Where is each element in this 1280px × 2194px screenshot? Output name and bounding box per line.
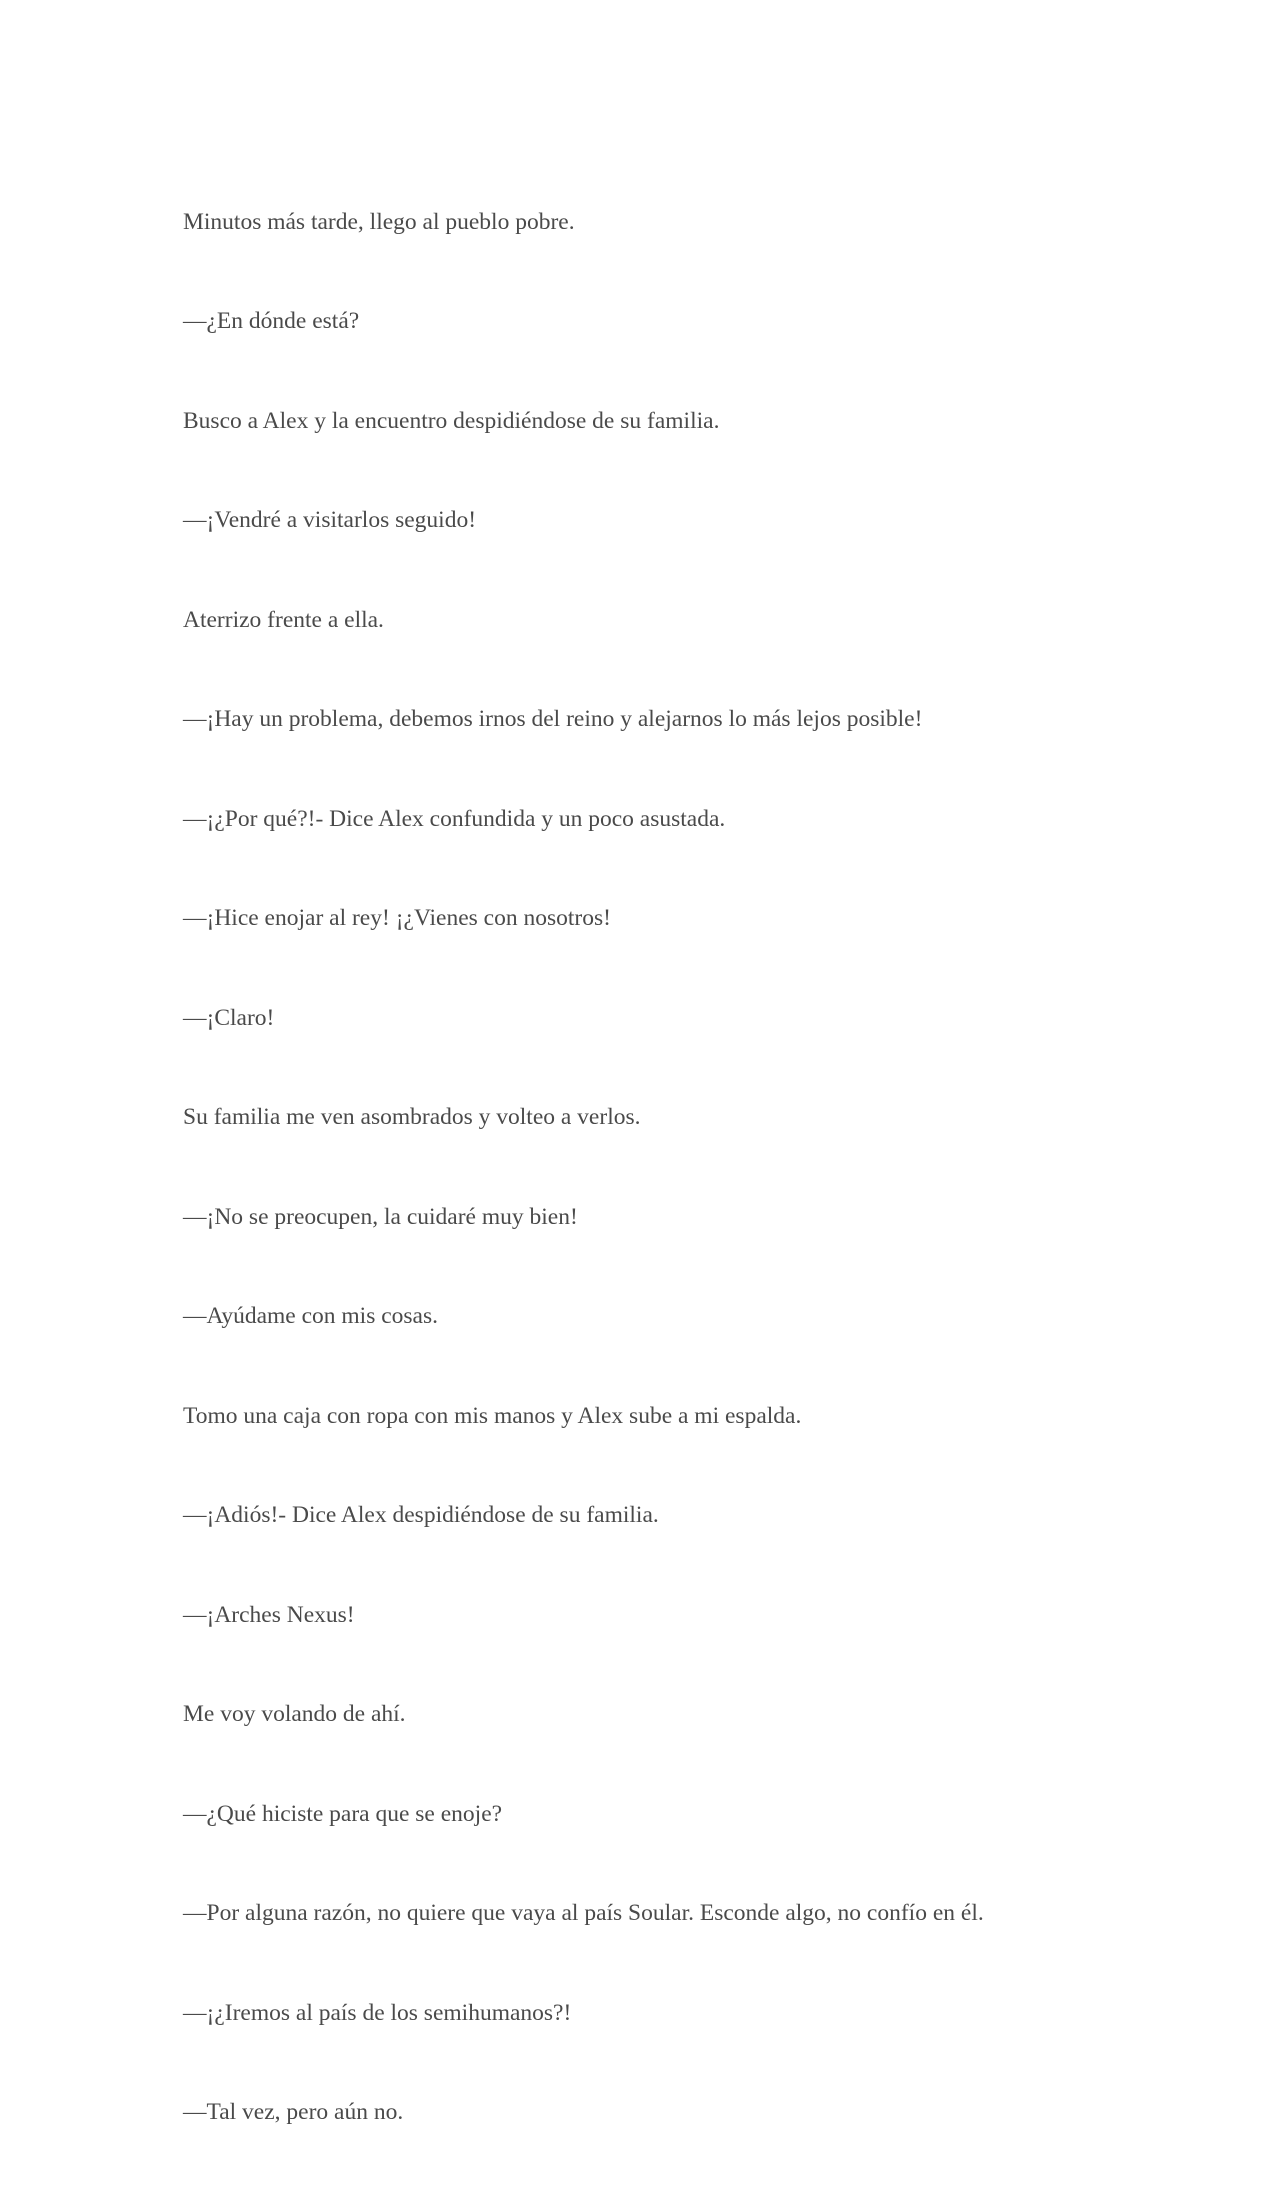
paragraph: Busco a Alex y la encuentro despidiéndose de su familia. (183, 407, 720, 434)
paragraph: —¡Hay un problema, debemos irnos del reino y alejarnos lo más lejos posible! (183, 706, 923, 732)
paragraph: —¡¿Iremos al país de los semihumanos?! (183, 1999, 572, 2026)
paragraph: Su familia me ven asombrados y volteo a verlos. (183, 1104, 641, 1130)
paragraph: Minutos más tarde, llego al pueblo pobre. (183, 208, 575, 235)
paragraph: Me voy volando de ahí. (183, 1701, 406, 1727)
paragraph: —¡Claro! (183, 1004, 275, 1031)
paragraph: —¡¿Por qué?!- Dice Alex confundida y un poco asustada. (183, 805, 726, 832)
paragraph: —Por alguna razón, no quiere que vaya al país Soular. Esconde algo, no confío en él. (183, 1900, 984, 1926)
paragraph: —¡Arches Nexus! (183, 1601, 355, 1628)
paragraph: Aterrizo frente a ella. (183, 606, 384, 633)
paragraph: —¿Qué hiciste para que se enoje? (183, 1800, 503, 1827)
paragraph: Tomo una caja con ropa con mis manos y Alex sube a mi espalda. (183, 1402, 802, 1429)
paragraph: —¿En dónde está? (183, 308, 360, 334)
paragraph: —¡Vendré a visitarlos seguido! (183, 507, 477, 533)
paragraph: —¡Hice enojar al rey! ¡¿Vienes con nosotros! (183, 905, 611, 931)
paragraph: —¡Adiós!- Dice Alex despidiéndose de su familia. (183, 1502, 659, 1528)
paragraph: —Tal vez, pero aún no. (183, 2099, 404, 2125)
paragraph: —¡No se preocupen, la cuidaré muy bien! (183, 1203, 578, 1230)
paragraph: —Ayúdame con mis cosas. (183, 1303, 438, 1329)
document-body (183, 180, 1183, 2194)
